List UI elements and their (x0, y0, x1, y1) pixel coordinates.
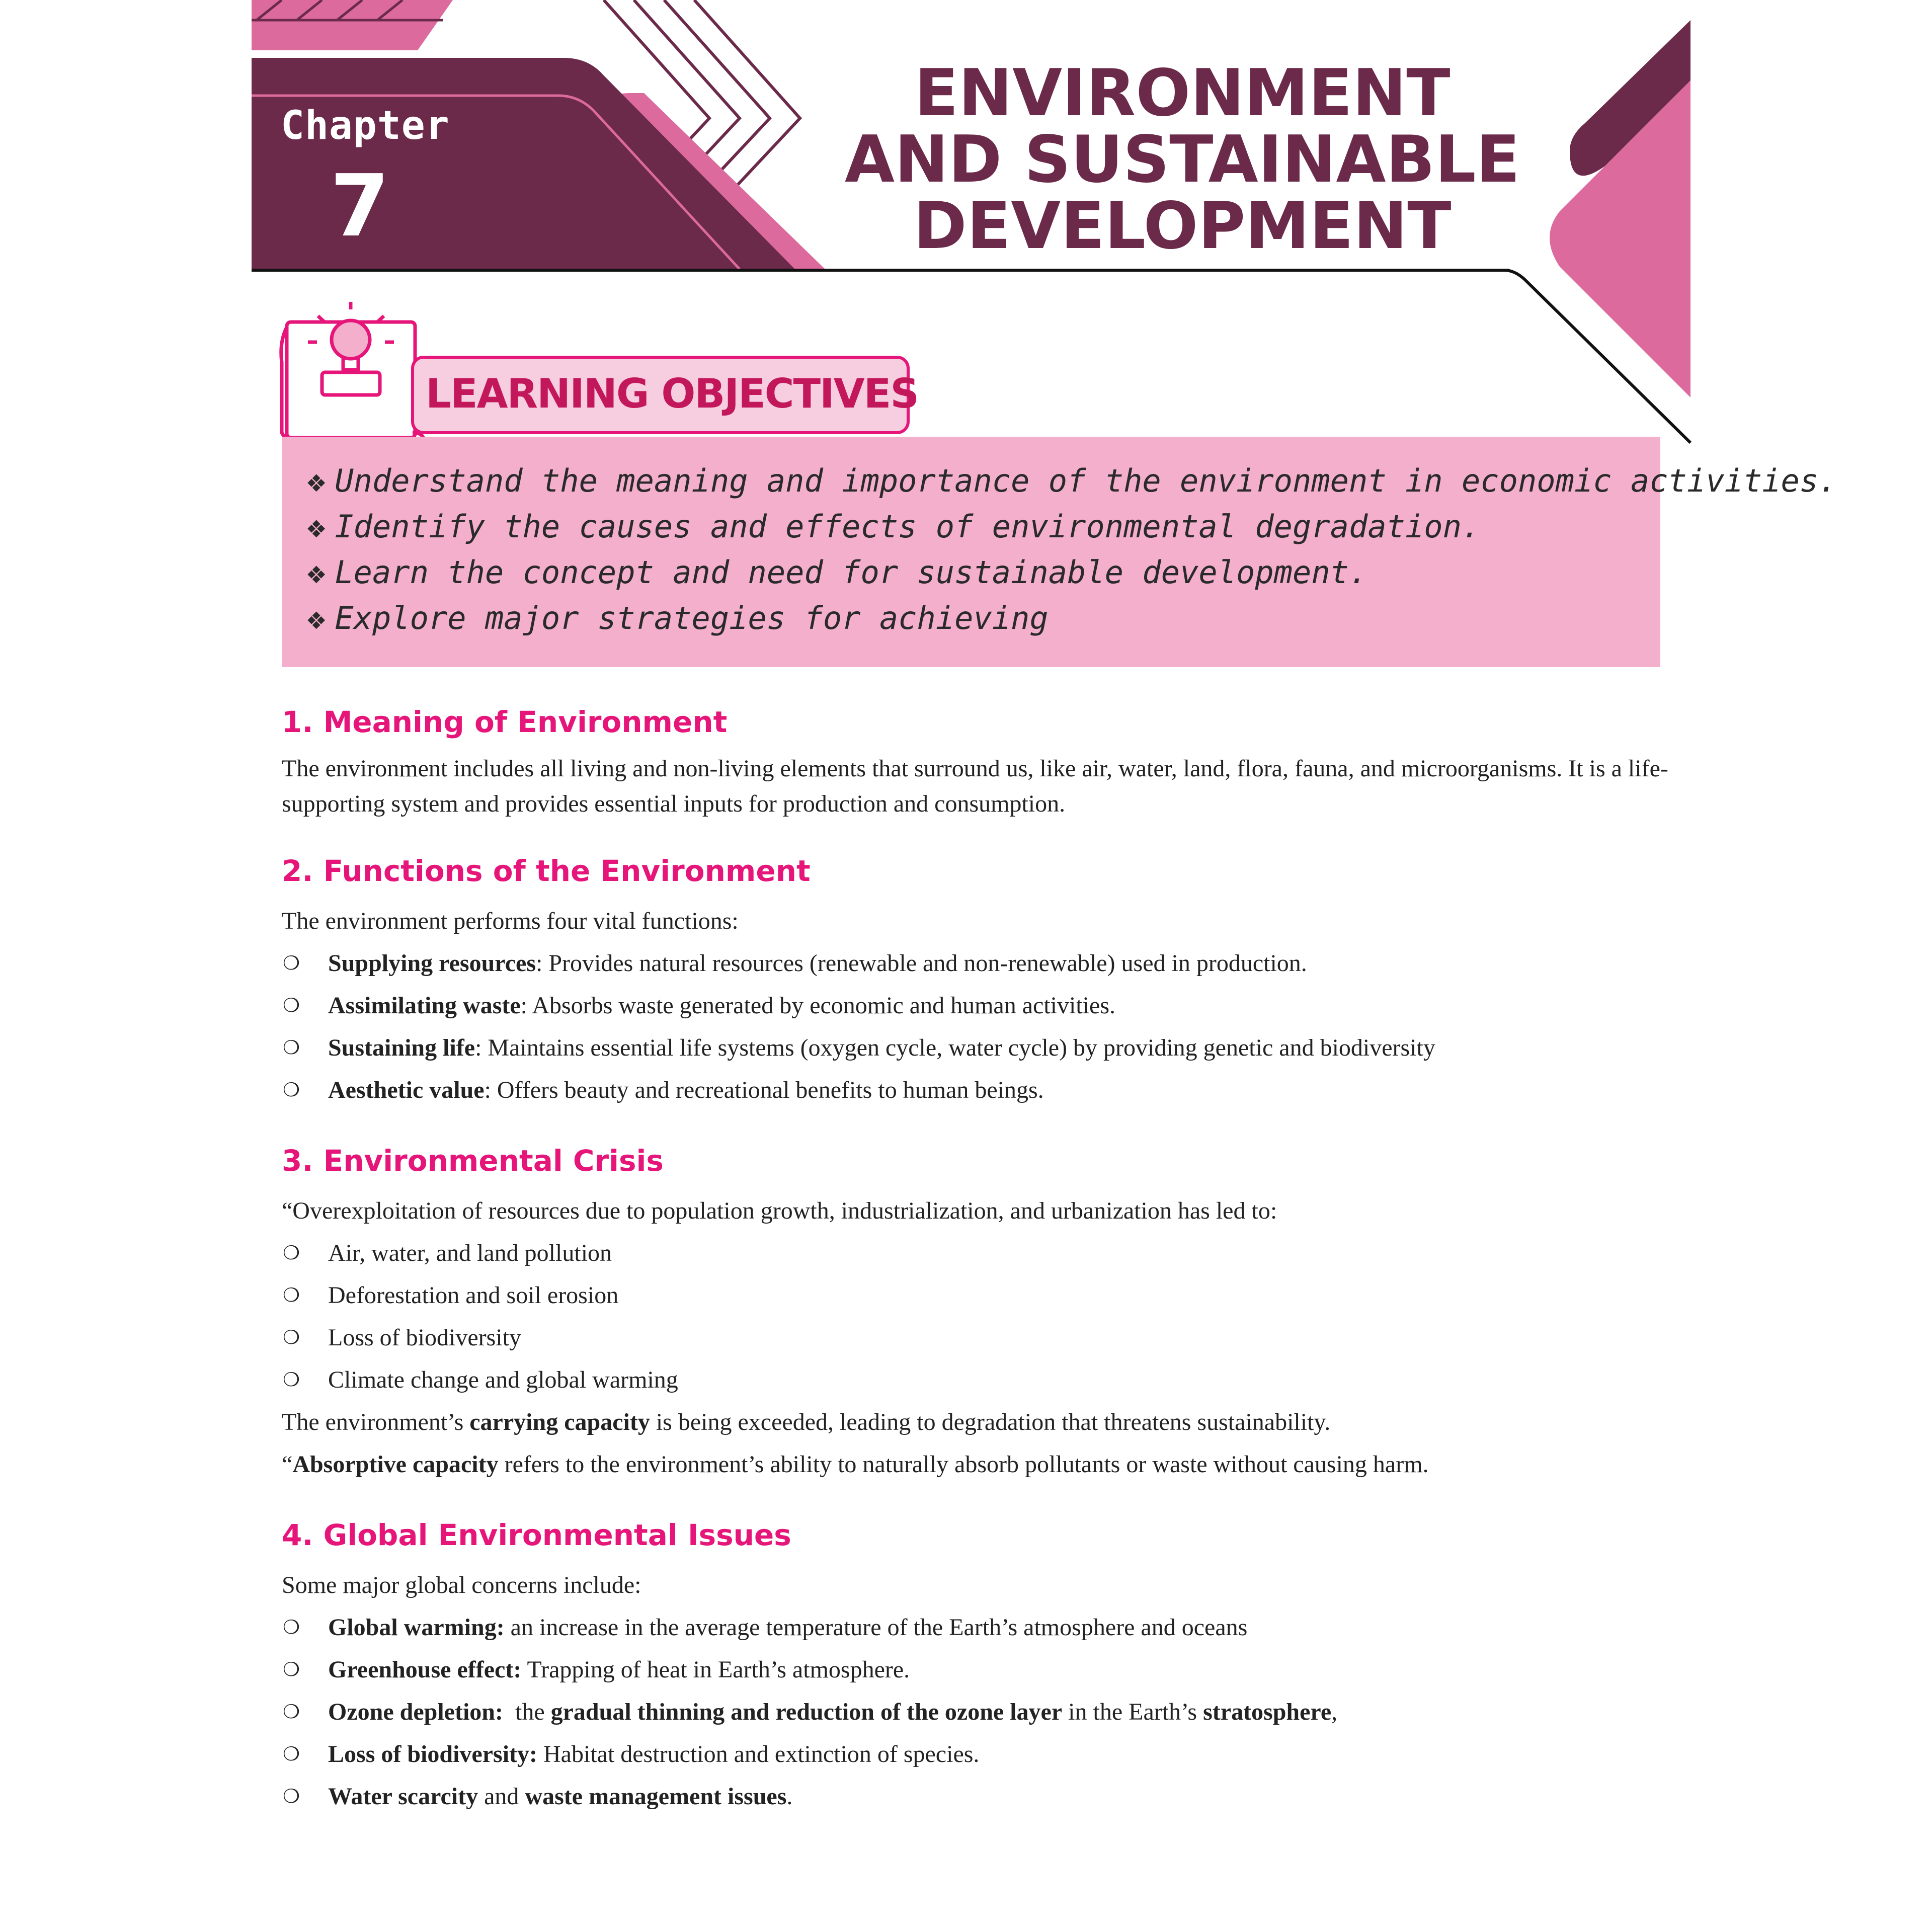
diamond-bullet-icon: ❖ (307, 554, 326, 591)
objective-text: Explore major strategies for achieving (335, 600, 1049, 636)
circle-bullet-icon: ❍ (283, 1285, 300, 1306)
circle-bullet-icon: ❍ (283, 1617, 300, 1638)
list-item: ❍ Assimilating waste: Absorbs waste generated by economic and human activities. (282, 985, 1670, 1027)
section-paragraph: The environment includes all living and non-living elements that surround us, like air, water, land, flora, fauna, and microorganisms. It is a life-supporting system and provides essential inputs for production and consumption. (282, 755, 1668, 817)
title-line: AND SUSTAINABLE (844, 122, 1520, 197)
list-item: ❍ Supplying resources: Provides natural resources (renewable and non-renewable) used in production. (282, 942, 1670, 985)
main-content (282, 702, 1670, 1818)
objective-text: Identify the causes and effects of environmental degradation. (335, 508, 1481, 545)
list-item: ❍ Aesthetic value: Offers beauty and recreational benefits to human beings. (282, 1069, 1670, 1111)
chapter-label: Chapter (281, 103, 450, 148)
section-intro: Some major global concerns include: (282, 1572, 641, 1598)
objective-item (307, 549, 1660, 595)
objective-item (307, 458, 1837, 504)
title-line: ENVIRONMENT (914, 56, 1451, 131)
crisis-list (282, 1232, 1670, 1401)
chapter-number: 7 (330, 156, 390, 256)
diamond-bullet-icon: ❖ (307, 508, 326, 545)
learning-objectives-list (307, 458, 1837, 641)
title-line: DEVELOPMENT (913, 189, 1452, 264)
list-item: ❍ Global warming: an increase in the average temperature of the Earth’s atmosphere and oceans (282, 1606, 1670, 1649)
objective-item (307, 595, 1660, 641)
global-issues-list (282, 1606, 1670, 1818)
circle-bullet-icon: ❍ (283, 1080, 300, 1101)
section-heading: 2. Functions of the Environment (282, 854, 811, 888)
list-item: ❍ Ozone depletion: the gradual thinning and reduction of the ozone layer in the Earth’s stratosphere, (282, 1691, 1670, 1733)
list-item: ❍ Loss of biodiversity: Habitat destruction and extinction of species. (282, 1733, 1670, 1776)
absorptive-capacity-text: “Absorptive capacity refers to the environment’s ability to naturally absorb pollutants or waste without causing harm. (282, 1451, 1429, 1478)
list-item: ❍ Deforestation and soil erosion (282, 1274, 1670, 1317)
objective-text: Learn the concept and need for sustainable development. (335, 554, 1368, 591)
circle-bullet-icon: ❍ (283, 1659, 300, 1680)
list-item: ❍ Loss of biodiversity (282, 1317, 1670, 1359)
circle-bullet-icon: ❍ (283, 1786, 300, 1807)
objective-item (307, 504, 1660, 549)
section-intro: “Overexploitation of resources due to population growth, industrialization, and urbanization has led to: (282, 1197, 1277, 1224)
objective-text: Understand the meaning and importance of the environment in economic activities. (335, 462, 1837, 499)
learning-objectives-label: LEARNING OBJECTIVES (426, 370, 918, 417)
list-item: ❍ Air, water, and land pollution (282, 1232, 1670, 1274)
lightbulb-scroll-icon (281, 302, 424, 448)
section-intro: The environment performs four vital functions: (282, 908, 739, 934)
circle-bullet-icon: ❍ (283, 1370, 300, 1391)
circle-bullet-icon: ❍ (283, 1702, 300, 1723)
section-heading: 4. Global Environmental Issues (282, 1518, 791, 1552)
page-title (835, 56, 1530, 264)
circle-bullet-icon: ❍ (283, 1744, 300, 1765)
section-heading: 3. Environmental Crisis (282, 1144, 664, 1178)
circle-bullet-icon: ❍ (283, 1243, 300, 1264)
list-item: ❍ Sustaining life: Maintains essential life systems (oxygen cycle, water cycle) by providing genetic and biodiversity (282, 1027, 1670, 1069)
circle-bullet-icon: ❍ (283, 995, 300, 1016)
list-item: ❍ Water scarcity and waste management issues. (282, 1776, 1670, 1818)
circle-bullet-icon: ❍ (283, 1037, 300, 1059)
list-item: ❍ Greenhouse effect: Trapping of heat in Earth’s atmosphere. (282, 1649, 1670, 1691)
carrying-capacity-text: The environment’s carrying capacity is being exceeded, leading to degradation that threatens sustainability. (282, 1409, 1331, 1435)
functions-list (282, 942, 1670, 1111)
circle-bullet-icon: ❍ (283, 953, 300, 974)
circle-bullet-icon: ❍ (283, 1327, 300, 1348)
diamond-bullet-icon: ❖ (307, 462, 326, 499)
section-heading: 1. Meaning of Environment (282, 705, 728, 739)
list-item: ❍ Climate change and global warming (282, 1359, 1670, 1401)
diamond-bullet-icon: ❖ (307, 600, 326, 636)
